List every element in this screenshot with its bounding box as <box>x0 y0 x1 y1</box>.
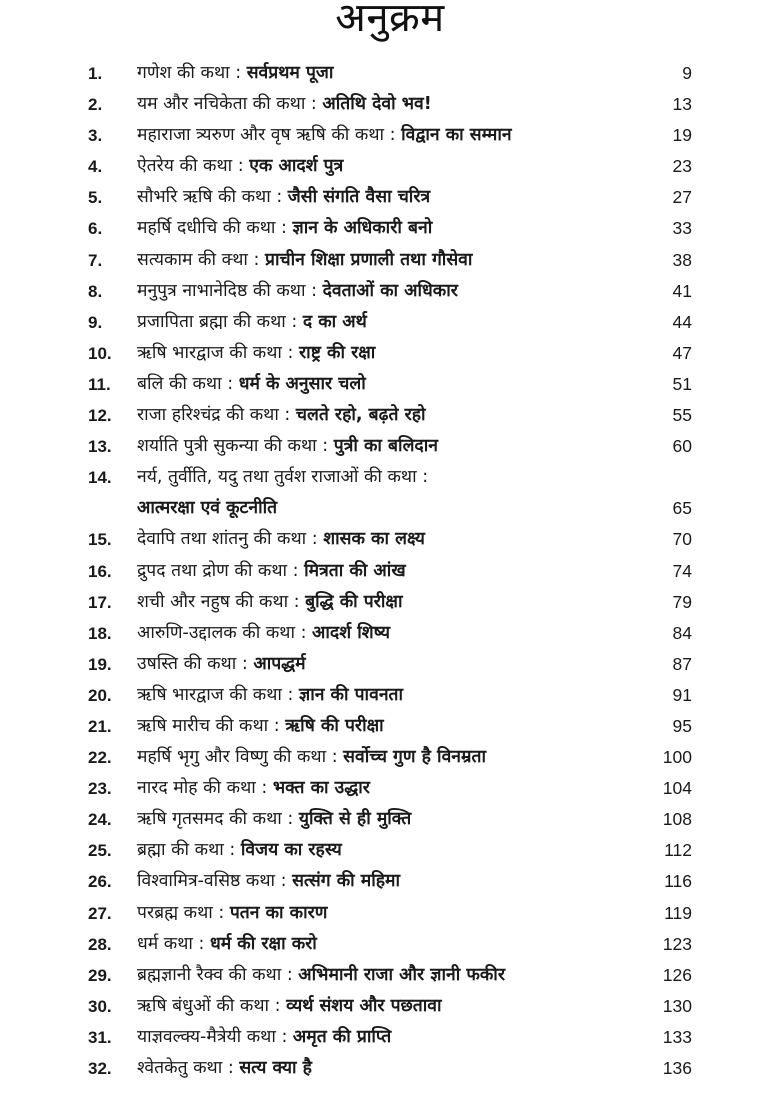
entry-main-title: शर्याति पुत्री सुकन्या की कथा <box>137 436 317 457</box>
entry-number: 8. <box>88 281 103 301</box>
entry-title <box>137 276 458 307</box>
entry-main-title: महर्षि दधीचि की कथा <box>137 218 276 239</box>
entry-page-number: 133 <box>662 1026 692 1047</box>
entry-page-number: 74 <box>672 560 692 581</box>
entry-title <box>137 1022 391 1053</box>
entry-subtitle: सत्य क्या है <box>239 1058 312 1078</box>
entry-number: 6. <box>88 219 103 239</box>
toc-entry <box>0 866 780 897</box>
entry-title <box>137 991 442 1022</box>
entry-separator: : <box>287 560 305 581</box>
entry-separator: : <box>278 405 296 426</box>
entry-subtitle: मित्रता की आंख <box>304 560 406 581</box>
entry-subtitle: ज्ञान की पावनता <box>299 684 404 705</box>
entry-number: 7. <box>88 250 103 270</box>
entry-separator: : <box>281 342 299 363</box>
entry-number: 29. <box>88 965 112 985</box>
entry-page-number: 13 <box>672 94 692 115</box>
toc-entry <box>0 804 780 835</box>
entry-separator: : <box>229 63 247 83</box>
entry-main-title: ऋषि मारीच की कथा <box>137 715 269 736</box>
entry-page-number: 33 <box>672 218 692 239</box>
toc-entry <box>0 307 780 338</box>
entry-title <box>137 400 426 431</box>
entry-page-number: 41 <box>672 280 692 301</box>
entry-page-number: 47 <box>672 342 692 363</box>
entry-title <box>137 835 342 866</box>
entry-page-number: 95 <box>672 715 692 736</box>
entry-main-title: परब्रह्म कथा <box>137 902 213 923</box>
toc-entry <box>0 929 780 960</box>
entry-number: 25. <box>88 841 112 861</box>
entry-subtitle: अमृत की प्राप्ति <box>292 1026 392 1047</box>
toc-entry <box>0 245 780 276</box>
entry-subtitle: धर्म के अनुसार चलो <box>238 373 366 394</box>
entry-main-title: ब्रह्मज्ञानी रैक्व की कथा <box>137 964 282 985</box>
entry-number: 12. <box>88 406 112 426</box>
entry-title <box>137 431 438 462</box>
entry-subtitle: भक्त का उद्धार <box>272 778 370 799</box>
entry-title <box>137 929 317 960</box>
entry-page-number: 23 <box>672 156 692 177</box>
entry-number: 13. <box>88 437 112 457</box>
entry-subtitle: सर्वप्रथम पूजा <box>246 63 334 83</box>
entry-main-title: महाराजा त्र्यरुण और वृष ऋषि की कथा <box>137 125 385 146</box>
entry-separator: : <box>268 715 286 736</box>
entry-main-title: नर्य, तुर्वीति, यदु तथा तुर्वश राजाओं की कथा <box>137 467 417 488</box>
entry-number: 16. <box>88 561 112 581</box>
entry-separator: : <box>416 467 429 488</box>
entry-page-number: 44 <box>672 311 692 332</box>
entry-number: 30. <box>88 996 112 1016</box>
entry-separator: : <box>306 529 324 550</box>
entry-title <box>137 618 390 649</box>
toc-entry <box>0 898 780 929</box>
entry-separator: : <box>212 902 230 923</box>
entry-main-title: उषस्ति की कथा <box>137 653 237 674</box>
entry-number: 28. <box>88 934 112 954</box>
entry-title <box>137 556 406 587</box>
entry-subtitle: शासक का लक्ष्य <box>323 529 425 550</box>
entry-title <box>137 680 403 711</box>
toc-entry <box>0 991 780 1022</box>
entry-main-title: सत्यकाम की क्था <box>137 249 248 270</box>
toc-entry <box>0 960 780 991</box>
entry-main-title: द्रुपद तथा द्रोण की कथा <box>137 560 288 581</box>
entry-main-title: श्वेतकेतु कथा <box>137 1058 223 1078</box>
entry-main-title: बलि की कथा <box>137 373 222 394</box>
entry-separator: : <box>305 94 323 115</box>
toc-entry <box>0 276 780 307</box>
toc-entry <box>0 58 780 89</box>
entry-subtitle: विद्वान का सम्मान <box>401 125 512 146</box>
entry-number: 32. <box>88 1059 112 1078</box>
entry-page-number: 119 <box>664 902 692 923</box>
entry-main-title: राजा हरिश्चंद्र की कथा <box>137 405 279 426</box>
entry-page-number: 136 <box>662 1058 692 1078</box>
entry-separator: : <box>192 933 210 954</box>
entry-number: 24. <box>88 810 112 830</box>
toc-entry <box>0 1022 780 1053</box>
entry-title <box>137 213 432 244</box>
entry-subtitle: विजय का रहस्य <box>240 840 342 861</box>
entry-title <box>137 587 403 618</box>
entry-separator: : <box>236 653 254 674</box>
entry-main-title: महर्षि भृगु और विष्णु की कथा <box>137 747 327 768</box>
toc-entry <box>0 120 780 151</box>
entry-page-number: 84 <box>672 622 692 643</box>
entry-separator: : <box>305 280 323 301</box>
entry-page-number: 79 <box>672 591 692 612</box>
toc-entry <box>0 369 780 400</box>
entry-separator: : <box>221 373 239 394</box>
entry-separator: : <box>281 684 299 705</box>
entry-title <box>137 711 384 742</box>
toc-entry <box>0 835 780 866</box>
entry-main-title: देवापि तथा शांतनु की कथा <box>137 529 307 550</box>
entry-title <box>137 742 486 773</box>
entry-number: 5. <box>88 188 103 208</box>
entry-number: 11. <box>88 374 111 394</box>
entry-number: 1. <box>88 64 103 83</box>
entry-subtitle: ऋषि की परीक्षा <box>285 715 384 736</box>
entry-separator: : <box>281 809 299 830</box>
entry-number: 15. <box>88 530 112 550</box>
entry-main-title: याज्ञवल्क्य-मैत्रेयी कथा <box>137 1026 276 1047</box>
entry-title <box>137 524 425 555</box>
entry-title <box>137 773 370 804</box>
entry-page-number: 87 <box>672 653 692 674</box>
toc-entry <box>0 1053 780 1084</box>
entry-subtitle: सर्वोच्च गुण है विनम्रता <box>343 747 486 768</box>
entry-separator: : <box>275 1026 293 1047</box>
entry-title <box>137 898 327 929</box>
entry-page-number: 60 <box>672 436 692 457</box>
toc-entry <box>0 742 780 773</box>
entry-title <box>137 307 367 338</box>
entry-main-title: यम और नचिकेता की कथा <box>137 94 306 115</box>
entry-separator: : <box>275 871 293 892</box>
toc-entry <box>0 711 780 742</box>
entry-subtitle: एक आदर्श पुत्र <box>249 156 344 177</box>
entry-page-number: 116 <box>664 871 692 892</box>
entry-page-number: 126 <box>662 964 692 985</box>
entry-page-number: 100 <box>662 747 692 768</box>
entry-title <box>137 120 512 151</box>
toc-entry <box>0 89 780 120</box>
entry-subtitle: सत्संग की महिमा <box>292 871 401 892</box>
entry-page-number: 27 <box>672 187 692 208</box>
entry-title <box>137 89 432 120</box>
entry-number: 9. <box>88 312 103 332</box>
entry-title <box>137 58 333 89</box>
entry-title <box>137 462 428 493</box>
entry-page-number: 112 <box>664 840 692 861</box>
entry-subtitle: युक्ति से ही मुक्ति <box>298 809 412 830</box>
toc-entry <box>0 680 780 711</box>
entry-main-title: ऐतरेय की कथा <box>137 156 233 177</box>
entry-separator: : <box>288 591 306 612</box>
entry-subtitle: देवताओं का अधिकार <box>322 280 458 301</box>
entry-subtitle: प्राचीन शिक्षा प्रणाली तथा गौसेवा <box>265 249 473 270</box>
page-title: अनुक्रम <box>335 0 445 41</box>
toc-entry <box>0 524 780 555</box>
entry-page-number: 70 <box>672 529 692 550</box>
entry-title <box>137 338 375 369</box>
entry-separator: : <box>281 964 299 985</box>
toc-entry <box>0 151 780 182</box>
entry-main-title: सौभरि ऋषि की कथा <box>137 187 271 208</box>
entry-number: 18. <box>88 623 112 643</box>
entry-separator: : <box>384 125 402 146</box>
entry-number: 26. <box>88 872 112 892</box>
entry-subtitle: चलते रहो, बढ़ते रहो <box>295 405 426 426</box>
entry-page-number: 130 <box>662 995 692 1016</box>
entry-title <box>137 866 400 897</box>
toc-entry <box>0 462 780 493</box>
entry-page-number: 91 <box>672 684 692 705</box>
entry-title <box>137 804 411 835</box>
entry-separator: : <box>255 778 273 799</box>
entry-number: 2. <box>88 95 103 115</box>
entry-title <box>137 649 306 680</box>
toc-entry <box>0 556 780 587</box>
entry-subtitle: आपद्धर्म <box>253 653 306 674</box>
entry-number: 20. <box>88 685 112 705</box>
entry-main-title: ऋषि गृतसमद की कथा <box>137 809 282 830</box>
entry-subtitle: ज्ञान के अधिकारी बनो <box>292 218 433 239</box>
entry-number: 31. <box>88 1027 112 1047</box>
entry-separator: : <box>316 436 334 457</box>
entry-separator: : <box>232 156 250 177</box>
entry-page-number: 9 <box>682 63 692 83</box>
entry-main-title: शची और नहुष की कथा <box>137 591 289 612</box>
entry-subtitle: धर्म की रक्षा करो <box>209 933 317 954</box>
entry-subtitle: अतिथि देवो भव! <box>322 94 432 115</box>
toc-entry <box>0 431 780 462</box>
entry-page-number: 65 <box>672 498 692 519</box>
entry-separator: : <box>222 1058 240 1078</box>
entry-subtitle: व्यर्थ संशय और पछतावा <box>286 995 442 1016</box>
entry-number: 27. <box>88 903 112 923</box>
entry-page-number: 19 <box>672 125 692 146</box>
entry-title <box>137 151 343 182</box>
entry-main-title: धर्म कथा <box>137 933 193 954</box>
toc-entry <box>0 773 780 804</box>
entry-number: 21. <box>88 716 112 736</box>
table-of-contents <box>0 58 780 1084</box>
entry-main-title: आरुणि-उद्दालक की कथा <box>137 622 295 643</box>
entry-main-title: मनुपुत्र नाभानेदिष्ठ की कथा <box>137 280 306 301</box>
entry-title <box>137 960 505 991</box>
entry-title <box>137 1053 312 1084</box>
toc-entry <box>0 182 780 213</box>
entry-subtitle: आदर्श शिष्य <box>312 622 390 643</box>
entry-page-number: 38 <box>672 249 692 270</box>
entry-title <box>137 245 472 276</box>
entry-title <box>137 182 430 213</box>
entry-page-number: 51 <box>672 373 692 394</box>
entry-subtitle: पतन का कारण <box>229 902 328 923</box>
entry-main-title: नारद मोह की कथा <box>137 778 256 799</box>
entry-number: 17. <box>88 592 112 612</box>
entry-main-title: विश्वामित्र-वसिष्ठ कथा <box>137 871 276 892</box>
entry-title <box>137 493 277 524</box>
toc-entry <box>0 213 780 244</box>
entry-number: 19. <box>88 654 112 674</box>
entry-main-title: प्रजापिता ब्रह्मा की कथा <box>137 311 286 332</box>
entry-separator: : <box>326 747 344 768</box>
entry-subtitle: अभिमानी राजा और ज्ञानी फकीर <box>298 964 505 985</box>
entry-subtitle: पुत्री का बलिदान <box>333 436 438 457</box>
entry-number: 4. <box>88 157 103 177</box>
toc-entry <box>0 400 780 431</box>
toc-entry <box>0 618 780 649</box>
entry-subtitle: आत्मरक्षा एवं कूटनीति <box>137 498 278 519</box>
entry-number: 10. <box>88 343 112 363</box>
entry-main-title: ऋषि बंधुओं की कथा <box>137 995 270 1016</box>
entry-main-title: ब्रह्मा की कथा <box>137 840 224 861</box>
entry-separator: : <box>275 218 293 239</box>
entry-subtitle: बुद्धि की परीक्षा <box>305 591 403 612</box>
entry-page-number: 108 <box>662 809 692 830</box>
entry-number: 23. <box>88 779 112 799</box>
entry-number: 3. <box>88 126 103 146</box>
entry-separator: : <box>270 187 288 208</box>
entry-separator: : <box>247 249 265 270</box>
entry-separator: : <box>223 840 241 861</box>
toc-entry <box>0 338 780 369</box>
entry-main-title: ऋषि भारद्वाज की कथा <box>137 342 282 363</box>
entry-number: 14. <box>88 468 112 488</box>
toc-entry <box>0 649 780 680</box>
entry-page-number: 123 <box>662 933 692 954</box>
entry-subtitle: जैसी संगति वैसा चरित्र <box>287 187 431 208</box>
entry-page-number: 104 <box>662 778 692 799</box>
entry-subtitle: राष्ट्र की रक्षा <box>299 342 376 363</box>
entry-main-title: गणेश की कथा <box>137 63 230 83</box>
toc-entry <box>0 587 780 618</box>
entry-separator: : <box>285 311 303 332</box>
entry-separator: : <box>295 622 313 643</box>
entry-page-number: 55 <box>672 405 692 426</box>
toc-entry-continuation <box>0 493 780 524</box>
entry-main-title: ऋषि भारद्वाज की कथा <box>137 684 282 705</box>
entry-number: 22. <box>88 748 112 768</box>
entry-separator: : <box>269 995 287 1016</box>
entry-title <box>137 369 366 400</box>
entry-subtitle: द का अर्थ <box>302 311 367 332</box>
